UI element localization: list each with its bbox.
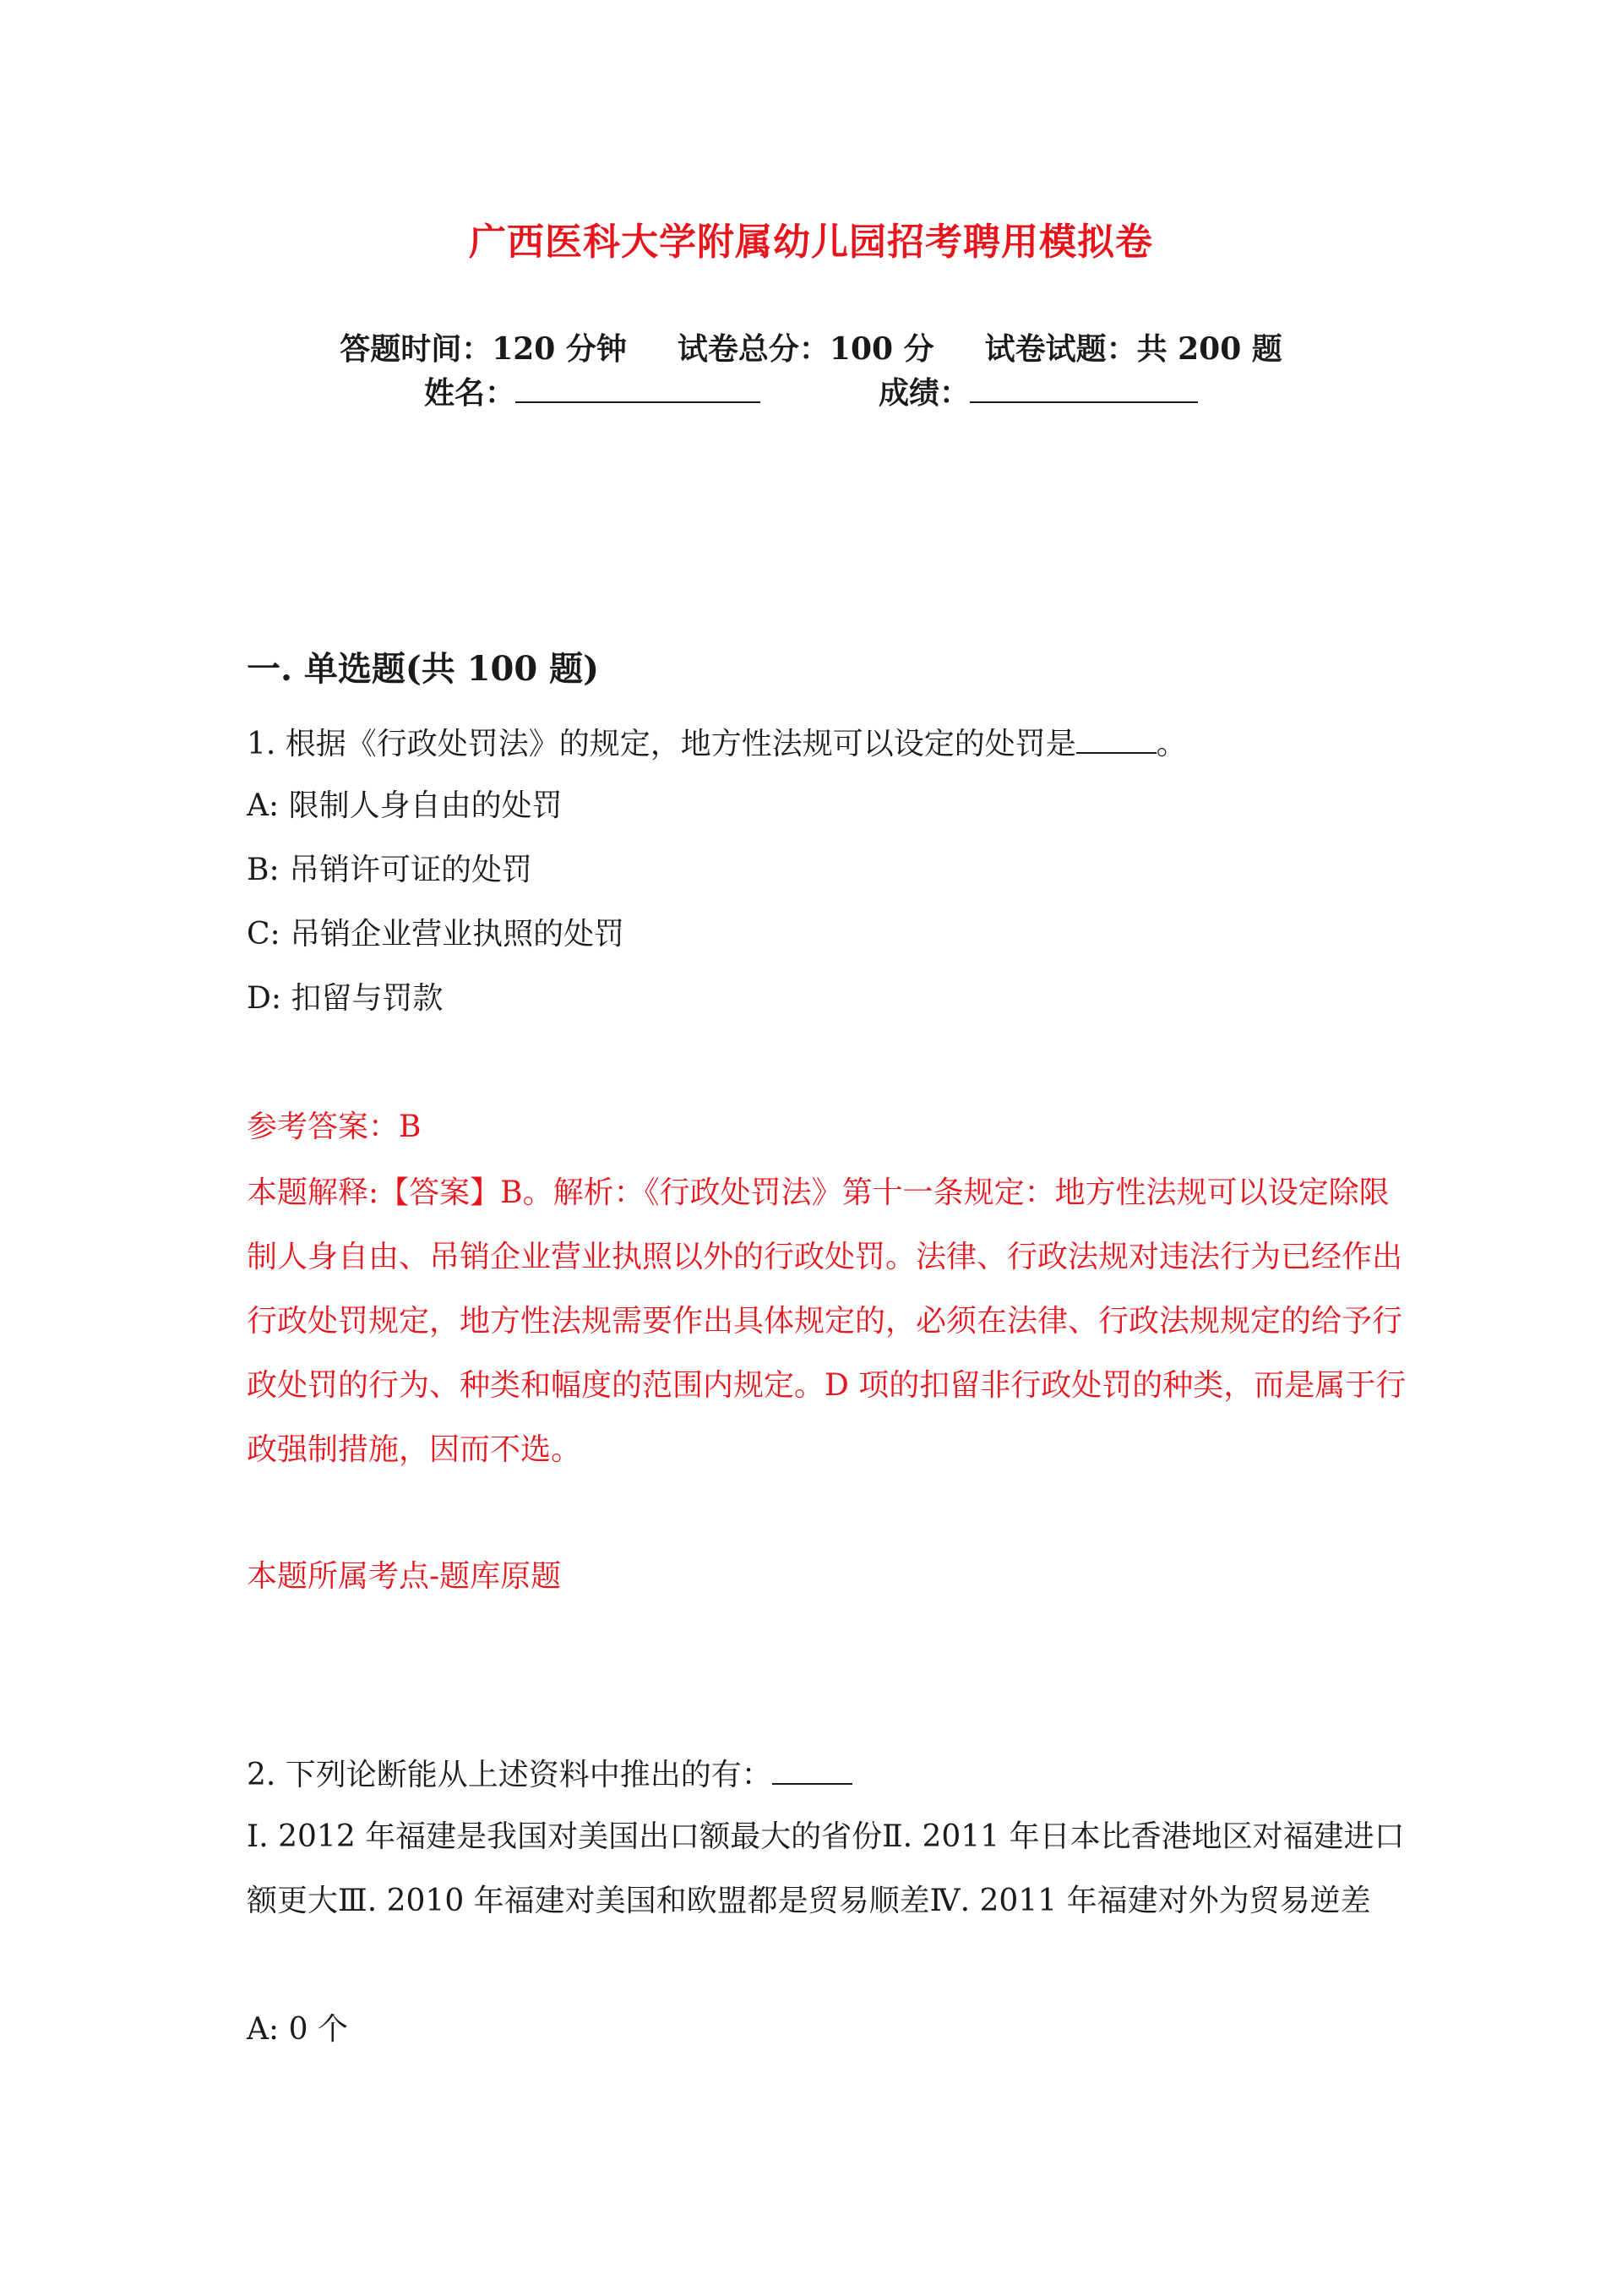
name-blank	[515, 378, 760, 403]
exam-identity-row	[0, 369, 1622, 412]
question-1-explanation: 本题解释:【答案】B。解析：《行政处罚法》第十一条规定：地方性法规可以设定除限制人身自由、吊销企业营业执照以外的行政处罚。法律、行政法规对违法行为已经作出行政处罚规定，地方性法规需要作出具体规定的，必须在法律、行政法规规定的给予行政处罚的行为、种类和幅度的范围内规定。D 项的扣留非行政处罚的种类，而是属于行政强制措施，因而不选。	[247, 1175, 1407, 1467]
question-2-stem: 2. 下列论断能从上述资料中推出的有：	[247, 1758, 852, 1791]
question-1-option-c: C: 吊销企业营业执照的处罚	[247, 917, 625, 952]
question-1-option-a: A: 限制人身自由的处罚	[247, 788, 563, 823]
exam-total-score: 试卷总分：100 分	[677, 331, 934, 367]
grade-blank	[970, 378, 1198, 403]
question-1-answer: 参考答案：B	[247, 1110, 422, 1144]
question-1-option-d: D: 扣留与罚款	[247, 981, 444, 1016]
question-1-knowledge-point: 本题所属考点-题库原题	[247, 1559, 562, 1594]
question-2-option-a: A: 0 个	[247, 2012, 348, 2047]
exam-meta-row	[0, 325, 1622, 368]
question-1-stem: 1. 根据《行政处罚法》的规定，地方性法规可以设定的处罚是 。	[247, 727, 1187, 761]
grade-label: 成绩：	[879, 375, 971, 411]
question-1-option-b: B: 吊销许可证的处罚	[247, 853, 533, 887]
answer-blank	[772, 1758, 852, 1785]
answer-blank	[1076, 727, 1157, 754]
exam-question-count: 试卷试题：共 200 题	[984, 331, 1282, 367]
question-2-statements: Ⅰ. 2012 年福建是我国对美国出口额最大的省份Ⅱ. 2011 年日本比香港地区对福建进口额更大Ⅲ. 2010 年福建对美国和欧盟都是贸易顺差Ⅳ. 2011 年福建对外为贸易逆差	[247, 1819, 1405, 1918]
name-label: 姓名：	[423, 375, 515, 411]
section-title: 一. 单选题(共 100 题)	[247, 649, 600, 689]
exam-time: 答题时间：120 分钟	[340, 331, 627, 367]
exam-title: 广西医科大学附属幼儿园招考聘用模拟卷	[469, 221, 1153, 264]
